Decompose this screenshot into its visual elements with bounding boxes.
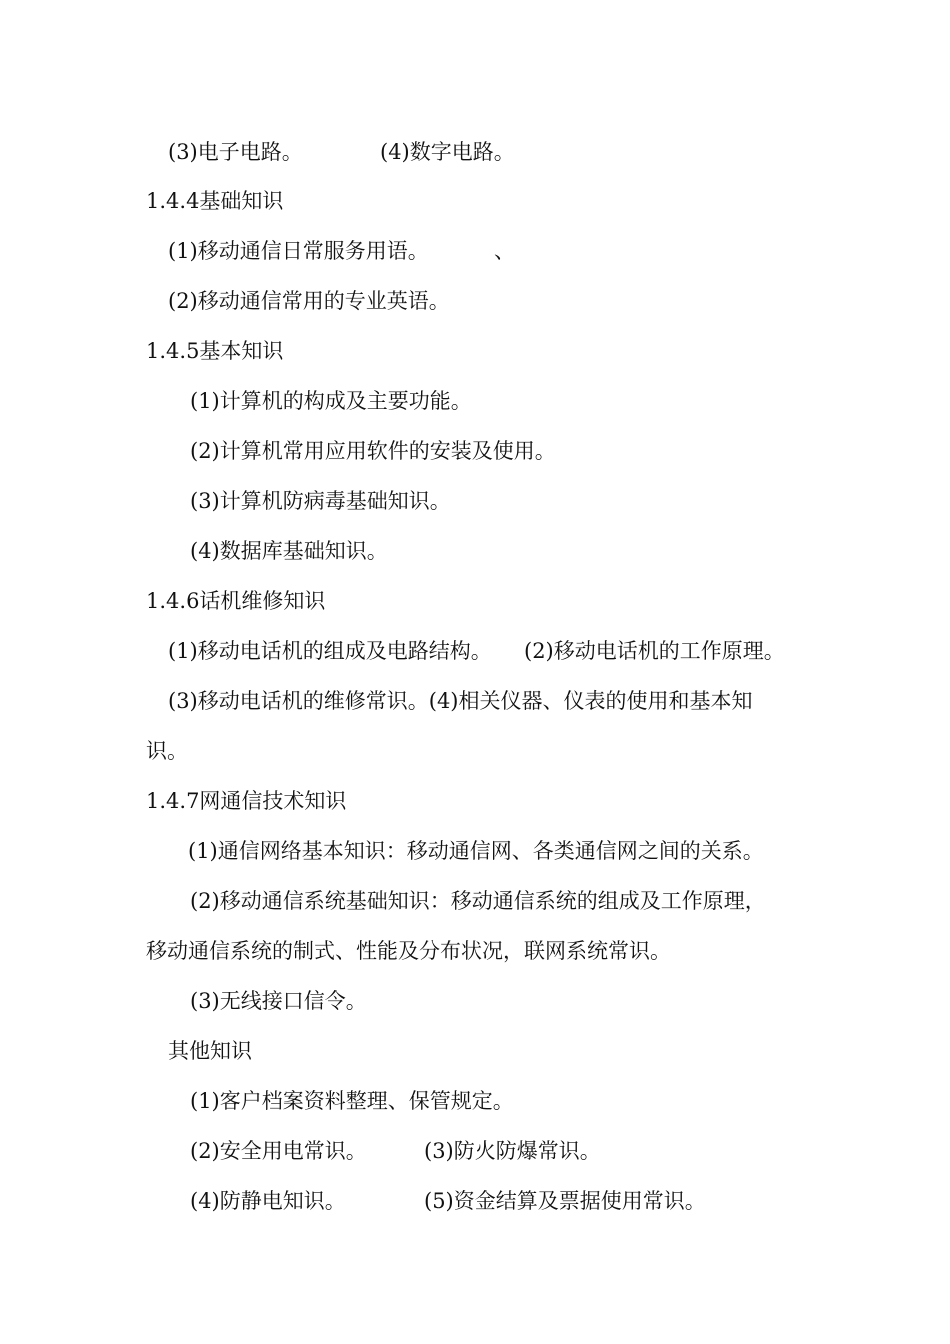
section-heading-1-4-4: 1.4.4基础知识 — [146, 189, 284, 213]
section-heading-1-4-5: 1.4.5基本知识 — [146, 339, 284, 363]
list-item: (2)安全用电常识。 — [190, 1139, 367, 1163]
paragraph-line: (1)通信网络基本知识：移动通信网、各类通信网之间的关系。 — [188, 839, 764, 863]
list-item: (1)移动通信日常服务用语。 — [168, 239, 429, 263]
list-item: (2)计算机常用应用软件的安装及使用。 — [190, 439, 556, 463]
list-item: (1)移动电话机的组成及电路结构。 — [168, 639, 492, 663]
section-heading-1-4-6: 1.4.6话机维修知识 — [146, 589, 326, 613]
stray-mark: 、 — [494, 239, 515, 263]
list-item: (1)客户档案资料整理、保管规定。 — [190, 1089, 514, 1113]
list-item: (4)数字电路。 — [380, 140, 515, 164]
list-item: (2)移动电话机的工作原理。 — [524, 639, 785, 663]
list-item: (1)计算机的构成及主要功能。 — [190, 389, 472, 413]
list-item: (4)防静电知识。 — [190, 1189, 346, 1213]
list-item: (3)计算机防病毒基础知识。 — [190, 489, 451, 513]
list-item: (3)无线接口信令。 — [190, 989, 367, 1013]
paragraph-line: 移动通信系统的制式、性能及分布状况，联网系统常识。 — [146, 939, 671, 963]
paragraph-line: 识。 — [146, 739, 188, 763]
paragraph-line: (2)移动通信系统基础知识：移动通信系统的组成及工作原理， — [190, 889, 766, 913]
list-item: (3)防火防爆常识。 — [424, 1139, 601, 1163]
section-heading-other: 其他知识 — [168, 1039, 252, 1063]
list-item: (5)资金结算及票据使用常识。 — [424, 1189, 706, 1213]
section-heading-1-4-7: 1.4.7网通信技术知识 — [146, 789, 347, 813]
paragraph-line: (3)移动电话机的维修常识。(4)相关仪器、仪表的使用和基本知 — [168, 689, 753, 713]
list-item: (4)数据库基础知识。 — [190, 539, 388, 563]
list-item: (2)移动通信常用的专业英语。 — [168, 289, 450, 313]
list-item: (3)电子电路。 — [168, 140, 303, 164]
